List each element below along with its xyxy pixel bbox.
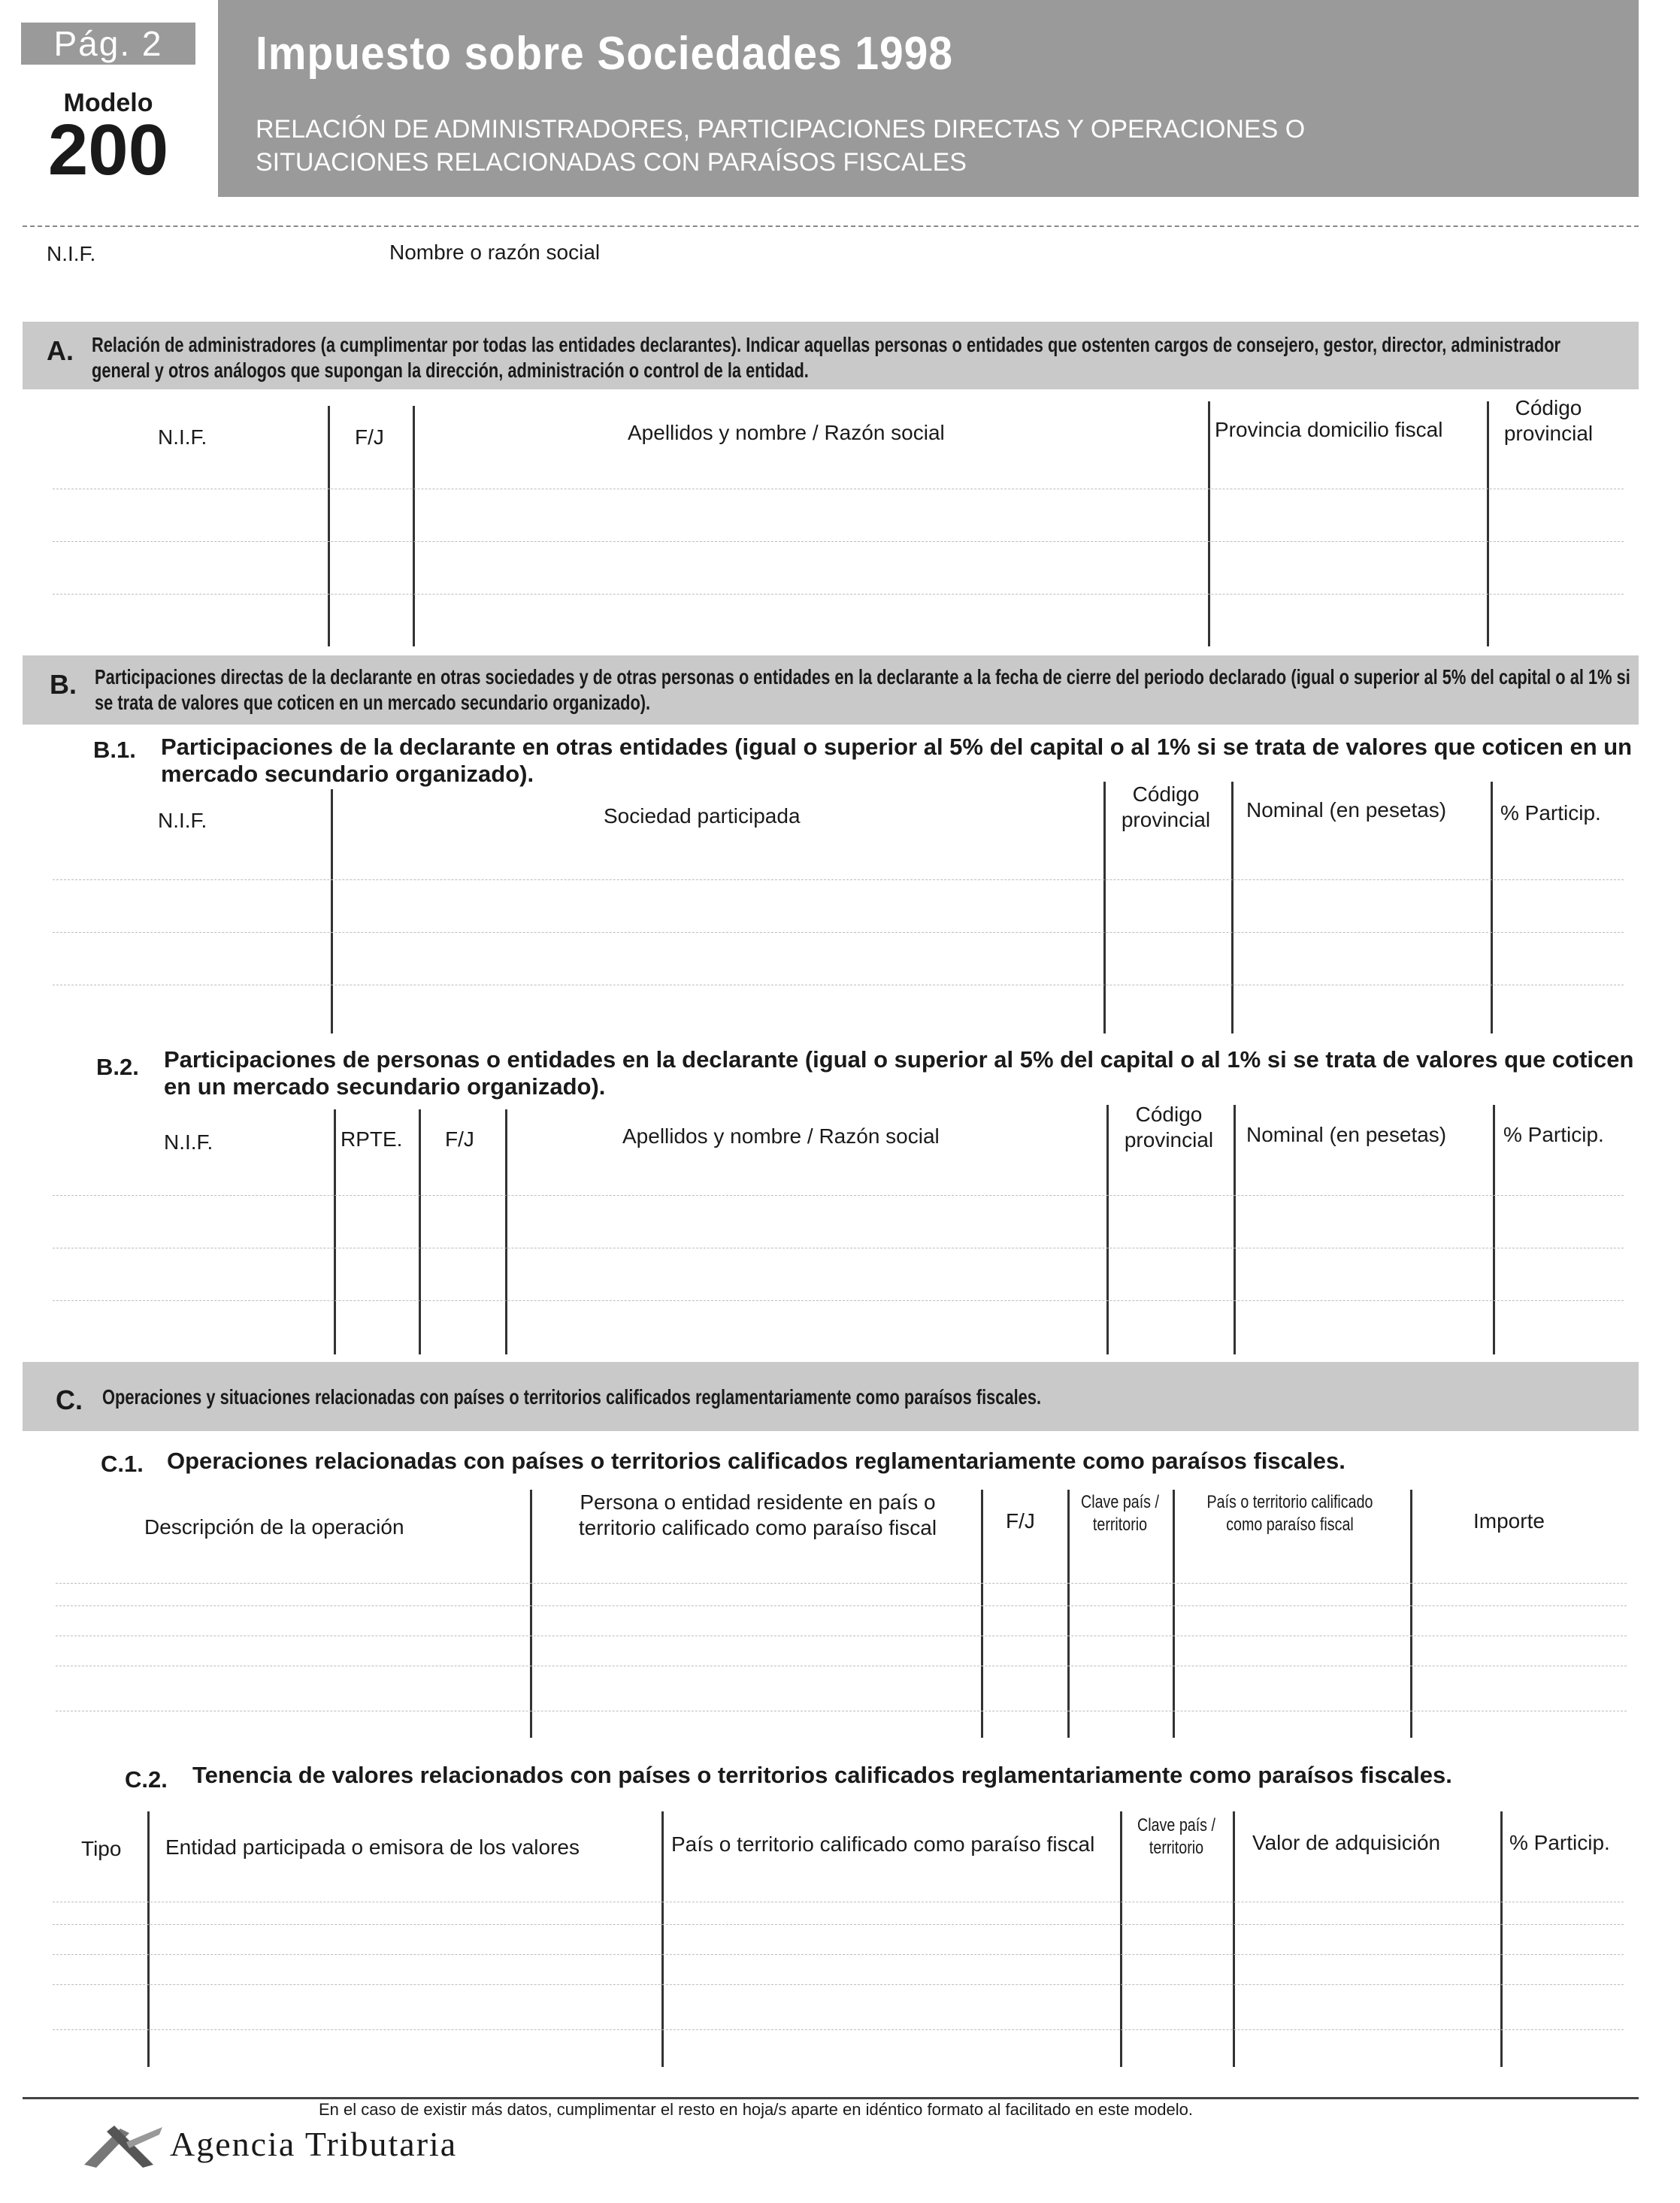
section-c-letter: C. xyxy=(56,1384,83,1415)
b1-text: Participaciones de la declarante en otras entidades (igual o superior al 5% del capital o al 1% si se trata de valores que coticen en un mercado secundario organizado). xyxy=(161,734,1633,787)
b1-col-particip: % Particip. xyxy=(1500,801,1601,825)
modelo-number: 200 xyxy=(47,110,169,190)
c1-entry-area[interactable] xyxy=(56,1571,1627,1738)
b2-col-particip: % Particip. xyxy=(1503,1123,1604,1146)
brand-name: Agencia Tributaria xyxy=(170,2125,458,2163)
section-b-letter: B. xyxy=(50,669,77,700)
c1-label: C.1. xyxy=(101,1451,144,1477)
a-col-fj: F/J xyxy=(355,425,384,449)
b1-col-codigo: Código provincial xyxy=(1121,782,1211,831)
b2-col-name: Apellidos y nombre / Razón social xyxy=(622,1124,940,1148)
b2-text: Participaciones de personas o entidades en la declarante (igual o superior al 5% del capital o al 1% si se trata de valores que coticen en un mercado secundario organizado). xyxy=(164,1046,1634,1100)
nif-input[interactable] xyxy=(45,271,346,301)
page-tag: Pág. 2 xyxy=(21,23,195,65)
b1-col-nominal: Nominal (en pesetas) xyxy=(1246,798,1447,822)
id-name-label: Nombre o razón social xyxy=(389,241,601,264)
b1-label: B.1. xyxy=(93,737,136,763)
name-input[interactable] xyxy=(387,271,1627,301)
b2-entry-area[interactable] xyxy=(53,1165,1624,1354)
c1-text: Operaciones relacionadas con países o territorios calificados reglamentariamente como paraísos fiscales. xyxy=(167,1448,1346,1474)
c1-col-persona: Persona o entidad residente en país o territorio calificado como paraíso fiscal xyxy=(578,1490,937,1539)
a-col-name: Apellidos y nombre / Razón social xyxy=(628,421,945,444)
b2-col-nominal: Nominal (en pesetas) xyxy=(1246,1123,1447,1146)
a-col-provincia: Provincia domicilio fiscal xyxy=(1215,418,1443,441)
form-title: Impuesto sobre Sociedades 1998 xyxy=(256,28,953,80)
id-divider xyxy=(23,225,1639,227)
c2-col-tipo: Tipo xyxy=(81,1837,122,1860)
section-c-text: Operaciones y situaciones relacionadas con países o territorios calificados reglamentariamente como paraísos fiscales. xyxy=(102,1385,1042,1409)
footer-note: En el caso de existir más datos, cumplimentar el resto en hoja/s aparte en idéntico formato al facilitado en este modelo. xyxy=(319,2100,1193,2119)
c2-text: Tenencia de valores relacionados con países o territorios calificados reglamentariamente como paraísos fiscales. xyxy=(192,1762,1452,1788)
b2-col-nif: N.I.F. xyxy=(164,1130,213,1154)
section-a-text: Relación de administradores (a cumplimentar por todas las entidades declarantes). Indicar aquellas personas o entidades que ostenten cargos de consejero, gestor, director, administrador general y otros análogos que supongan la dirección, administración o control de la entidad. xyxy=(92,333,1561,382)
c2-col-pais: País o territorio calificado como paraíso fiscal xyxy=(671,1832,1095,1856)
b1-col-sociedad: Sociedad participada xyxy=(604,804,801,828)
section-b-text: Participaciones directas de la declarante en otras sociedades y de otras personas o entidades en la declarante a la fecha de cierre del periodo declarado (igual o superior al 5% del capital o al 1% si se trata de valores que coticen en un mercado secundario organizado). xyxy=(95,665,1630,714)
c1-col-descripcion: Descripción de la operación xyxy=(144,1515,404,1539)
c1-col-clave: Clave país / territorio xyxy=(1081,1492,1159,1535)
modelo-label: Modelo xyxy=(63,89,153,117)
c2-label: C.2. xyxy=(125,1766,168,1793)
c2-col-valor: Valor de adquisición xyxy=(1252,1831,1441,1854)
id-nif-label: N.I.F. xyxy=(47,242,96,265)
a-col-nif: N.I.F. xyxy=(158,425,207,449)
b1-entry-area[interactable] xyxy=(53,842,1624,1033)
b2-col-codigo: Código provincial xyxy=(1124,1103,1214,1151)
c1-col-importe: Importe xyxy=(1473,1509,1545,1533)
section-a-letter: A. xyxy=(47,335,74,366)
c2-entry-area[interactable] xyxy=(53,1879,1624,2067)
c2-col-clave: Clave país / territorio xyxy=(1137,1815,1215,1858)
c1-col-fj: F/J xyxy=(1006,1509,1035,1533)
b1-col-nif: N.I.F. xyxy=(158,809,207,832)
b2-label: B.2. xyxy=(96,1054,139,1080)
footer-divider xyxy=(23,2097,1639,2099)
b2-col-fj: F/J xyxy=(445,1127,474,1151)
c2-col-entidad: Entidad participada o emisora de los valores xyxy=(165,1835,580,1859)
section-a-entry-area[interactable] xyxy=(53,458,1624,646)
agency-logo-icon xyxy=(84,2121,164,2171)
c1-col-pais: País o territorio calificado como paraíso fiscal xyxy=(1206,1492,1373,1535)
a-col-codigo: Código provincial xyxy=(1503,396,1594,445)
form-subtitle: RELACIÓN DE ADMINISTRADORES, PARTICIPACIONES DIRECTAS Y OPERACIONES O SITUACIONES RELACIONADAS CON PARAÍSOS FISCALES xyxy=(256,115,1306,177)
b2-col-rpte: RPTE. xyxy=(341,1127,403,1151)
c2-col-particip: % Particip. xyxy=(1509,1831,1610,1854)
